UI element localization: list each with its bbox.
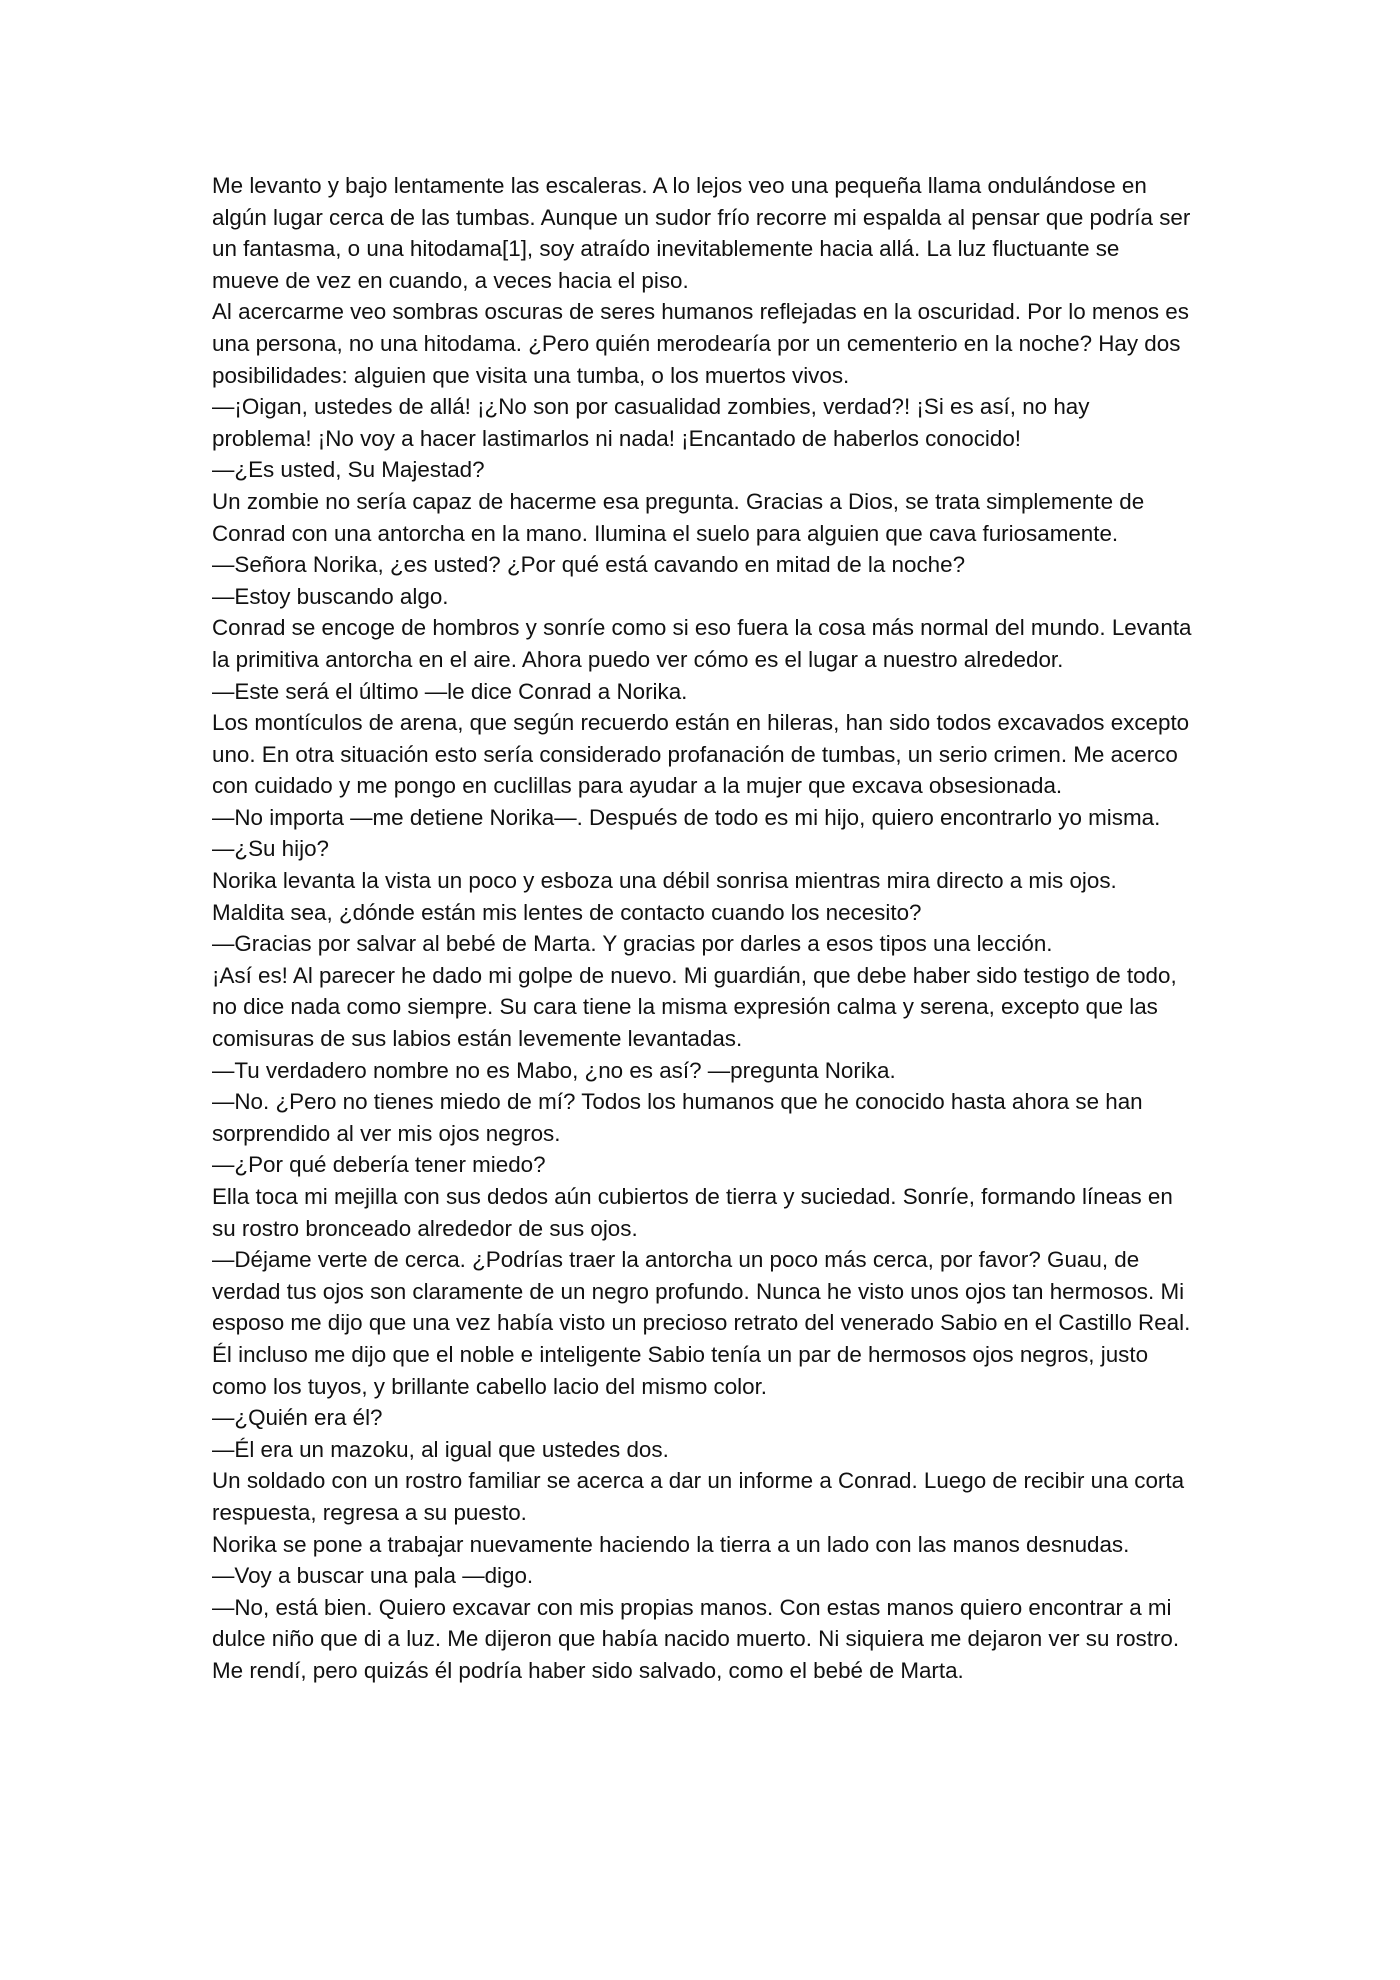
paragraph: Los montículos de arena, que según recuerdo están en hileras, han sido todos excavados excepto uno. En otra situación esto sería considerado profanación de tumbas, un serio crimen. Me acerco con cuidado y me pongo en cuclillas para ayudar a la mujer que excava obsesionada. (212, 710, 1190, 799)
paragraph: —No. ¿Pero no tienes miedo de mí? Todos los humanos que he conocido hasta ahora se han sorprendido al ver mis ojos negros. (212, 1089, 1143, 1146)
paragraph: —¡Oigan, ustedes de allá! ¡¿No son por casualidad zombies, verdad?! ¡Si es así, no hay problema! ¡No voy a hacer lastimarlos ni nada! ¡Encantado de haberlos conocido! (212, 394, 1090, 451)
paragraph: —¿Quién era él? (212, 1405, 383, 1431)
paragraph: ¡Así es! Al parecer he dado mi golpe de nuevo. Mi guardián, que debe haber sido testigo de todo, no dice nada como siempre. Su cara tiene la misma expresión calma y serena, excepto que las comisuras de sus labios están levemente levantadas. (212, 962, 1177, 1052)
document-body (212, 170, 1192, 1687)
paragraph: Ella toca mi mejilla con sus dedos aún cubiertos de tierra y suciedad. Sonríe, formando líneas en su rostro bronceado alrededor de sus ojos. (212, 1184, 1173, 1241)
paragraph: —Estoy buscando algo. (212, 583, 449, 609)
paragraph: Norika levanta la vista un poco y esboza una débil sonrisa mientras mira directo a mis ojos. Maldita sea, ¿dónde están mis lentes de contacto cuando los necesito? (212, 868, 1117, 925)
paragraph: Norika se pone a trabajar nuevamente haciendo la tierra a un lado con las manos desnudas. (212, 1531, 1130, 1557)
paragraph: —¿Su hijo? (212, 836, 329, 862)
paragraph: —Tu verdadero nombre no es Mabo, ¿no es así? —pregunta Norika. (212, 1057, 896, 1083)
paragraph: Un zombie no sería capaz de hacerme esa pregunta. Gracias a Dios, se trata simplemente de Conrad con una antorcha en la mano. Ilumina el suelo para alguien que cava furiosamente. (212, 488, 1145, 546)
paragraph: —Este será el último —le dice Conrad a Norika. (212, 678, 688, 704)
paragraph: —Gracias por salvar al bebé de Marta. Y gracias por darles a esos tipos una lección. (212, 931, 1053, 957)
paragraph: —Déjame verte de cerca. ¿Podrías traer la antorcha un poco más cerca, por favor? Guau, de verdad tus ojos son claramente de un negro profundo. Nunca he visto unos ojos tan hermosos. Mi esposo me dijo que una vez había visto un precioso retrato del venerado Sabio en el Castillo Real. Él incluso me dijo que el noble e inteligente Sabio tenía un par de hermosos ojos negros, justo como los tuyos, y brillante cabello lacio del mismo color. (212, 1247, 1191, 1399)
paragraph: Me levanto y bajo lentamente las escaleras. A lo lejos veo una pequeña llama ondulándose en algún lugar cerca de las tumbas. Aunque un sudor frío recorre mi espalda al pensar que podría ser un fantasma, o una hitodama[1], soy atraído inevitablemente hacia allá. La luz fluctuante se mueve de vez en cuando, a veces hacia el piso. (212, 173, 1191, 293)
paragraph: —¿Por qué debería tener miedo? (212, 1152, 546, 1178)
paragraph: Un soldado con un rostro familiar se acerca a dar un informe a Conrad. Luego de recibir una corta respuesta, regresa a su puesto. (212, 1468, 1185, 1525)
paragraph: —No, está bien. Quiero excavar con mis propias manos. Con estas manos quiero encontrar a mi dulce niño que di a luz. Me dijeron que había nacido muerto. Ni siquiera me dejaron ver su rostro. Me rendí, pero quizás él podría haber sido salvado, como el bebé de Marta. (212, 1594, 1180, 1683)
paragraph: Conrad se encoge de hombros y sonríe como si eso fuera la cosa más normal del mundo. Levanta la primitiva antorcha en el aire. Ahora puedo ver cómo es el lugar a nuestro alrededor. (212, 615, 1192, 672)
paragraph: —¿Es usted, Su Majestad? (212, 457, 485, 483)
paragraph: —Señora Norika, ¿es usted? ¿Por qué está cavando en mitad de la noche? (212, 552, 966, 578)
paragraph: —No importa —me detiene Norika—. Después de todo es mi hijo, quiero encontrarlo yo misma. (212, 804, 1161, 830)
paragraph: —Él era un mazoku, al igual que ustedes dos. (212, 1436, 669, 1462)
paragraph: Al acercarme veo sombras oscuras de seres humanos reflejadas en la oscuridad. Por lo menos es una persona, no una hitodama. ¿Pero quién merodearía por un cementerio en la noche? Hay dos posibilidades: alguien que visita una tumba, o los muertos vivos. (212, 299, 1189, 388)
paragraph: —Voy a buscar una pala —digo. (212, 1563, 534, 1589)
